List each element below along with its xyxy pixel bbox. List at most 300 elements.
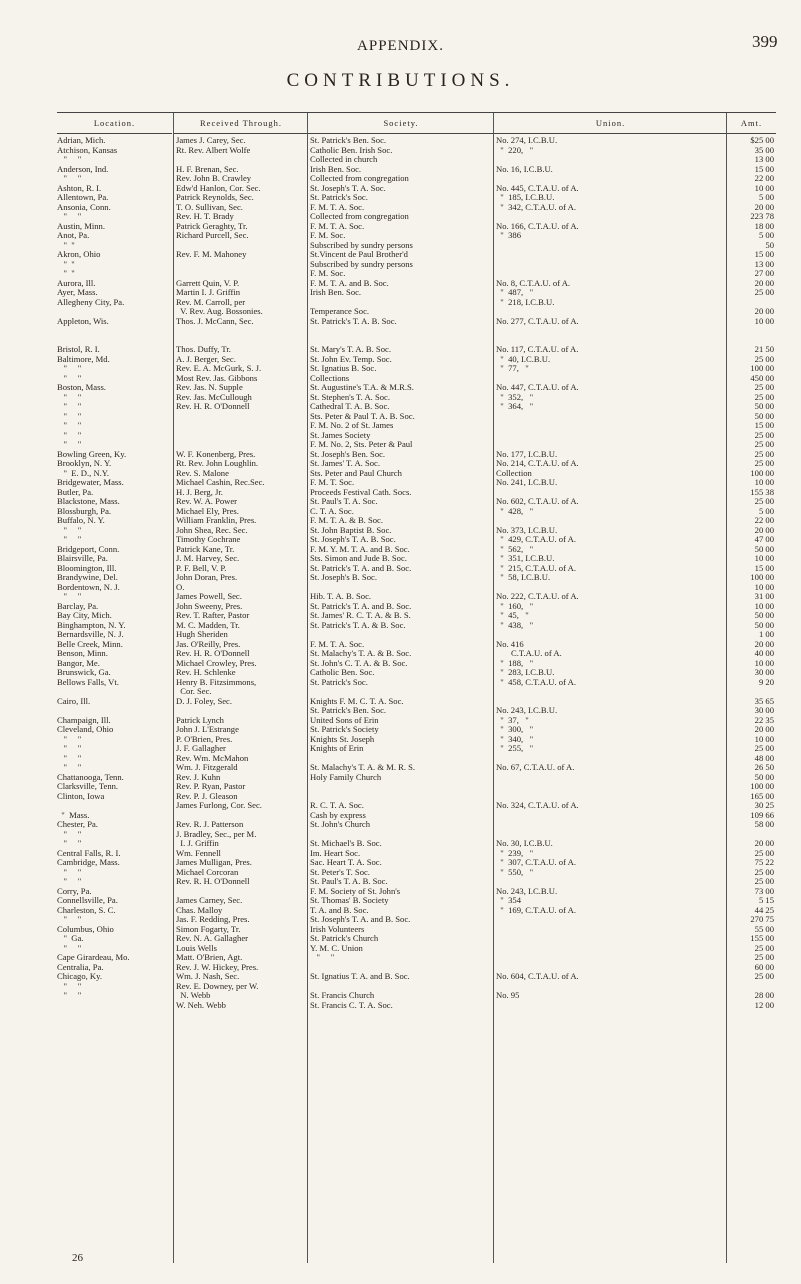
location-cell [57,326,172,336]
amount-cell: 50 00 [754,771,774,782]
amount-cell: 21 50 [754,344,774,354]
received-cell: Thos. J. McCann, Sec. [176,315,254,326]
amount-cell: 450 00 [750,372,774,383]
amount-cell: 22 00 [754,515,774,525]
received-cell: Rev. P. Ryan, Pastor [176,781,246,791]
society-cell: St. Malachy's T. A. & M. R. S. [310,762,416,772]
received-cell: Louis Wells [176,942,217,953]
location-cell: " " [57,154,82,164]
received-cell: Rev. E. A. McGurk, S. J. [176,363,262,373]
amount-cell: 26 50 [754,762,774,772]
society-cell: Subscribed by sundry persons [310,258,413,269]
society-cell: Knights St. Joseph [310,733,375,744]
amount-cell: 25 00 [754,866,774,877]
society-cell: St. Joseph's T. A. Soc. [310,182,386,193]
society-cell: Collections [310,372,350,383]
union-cell: No. 243, I.C.B.U. [496,705,558,715]
society-cell: Knights F. M. C. T. A. Soc. [310,695,404,706]
union-cell: No. 602, C.T.A.U. of A. [496,496,579,506]
union-cell: " 438, " [496,619,534,630]
received-cell: Wm. J. Fitzgerald [176,762,238,772]
location-cell: " " [57,420,82,430]
received-cell: Rev. Jas. McCullough [176,391,252,402]
received-cell: Cor. Sec. [176,686,212,696]
received-cell: Rev. R. H. O'Donnell [176,876,250,886]
society-cell: " " [310,952,335,962]
received-cell: J. Bradley, Sec., per M. [176,828,257,839]
union-cell: No. 8, C.T.A.U. of A. [496,277,571,288]
union-cell: " 307, C.T.A.U. of A. [496,857,576,867]
union-cell: No. 117, C.T.A.U. of A. [496,344,579,354]
amount-cell: 58 00 [754,819,774,829]
received-cell: Most Rev. Jas. Gibbons [176,372,258,383]
location-cell: " " [57,239,75,250]
society-cell: Irish Ben. Soc. [310,287,362,297]
location-cell: " E. D., N.Y. [57,467,110,478]
location-cell: Allentown, Pa. [57,192,109,202]
society-cell: St. James Society [310,429,371,440]
received-cell: O. [176,581,185,592]
amount-cell: 25 00 [754,847,774,858]
location-cell: Butler, Pa. [57,486,94,497]
union-cell [496,241,726,251]
union-cell: " 58, I.C.B.U. [496,572,551,582]
society-cell: St. Patrick's T. A. B. Soc. [310,315,397,326]
union-cell: " 255, " [496,743,534,753]
received-cell [176,326,306,336]
received-cell: James J. Carey, Sec. [176,136,246,145]
location-cell: " " [57,942,82,953]
society-cell: F. M. T. Soc. [310,477,355,487]
received-cell: H. F. Brenan, Sec. [176,163,239,174]
union-cell: No. 67, C.T.A.U. of A. [496,762,575,772]
union-cell: " 169, C.T.A.U. of A. [496,904,576,915]
amount-cell: 25 00 [754,496,774,506]
amount-cell: 270 75 [750,914,774,924]
received-cell: Simon Fogarty, Tr. [176,923,241,934]
received-cell: Rev. H. R. O'Donnell [176,401,250,411]
location-cell: " " [57,258,75,269]
location-cell: Connellsville, Pa. [57,895,118,905]
contributions-table [57,112,776,1273]
location-cell: Chester, Pa. [57,819,98,829]
society-cell: St. Patrick's Soc. [310,192,368,202]
location-cell: Akron, Ohio [57,249,101,259]
amount-cell: 10 00 [754,477,774,487]
union-cell: " 300, " [496,724,534,734]
union-cell: No. 222, C.T.A.U. of A. [496,591,579,601]
received-cell: D. J. Foley, Sec. [176,695,233,706]
society-cell: Sts. Peter & Paul T. A. B. Soc. [310,410,415,421]
location-cell: " " [57,866,82,877]
society-cell: F. M. Soc. [310,268,346,278]
location-cell: Appleton, Wis. [57,315,109,326]
location-cell: Bangor, Me. [57,657,100,668]
amount-cell [729,326,774,336]
location-cell: Bellows Falls, Vt. [57,676,119,687]
location-cell: Bridgewater, Mass. [57,477,124,487]
location-cell: Bordentown, N. J. [57,581,120,592]
location-cell: Cape Girardeau, Mo. [57,952,130,962]
union-cell: " 185, I.C.B.U. [496,192,555,202]
amount-cell: 10 00 [754,315,774,326]
society-cell: St. Michael's B. Soc. [310,838,382,848]
union-cell [496,953,726,963]
location-cell: Bernardsville, N. J. [57,629,124,639]
location-cell: " " [57,524,82,535]
union-cell [496,925,726,935]
union-cell: " 364, " [496,401,534,411]
location-cell: " " [57,401,82,411]
amount-cell: 50 00 [754,619,774,630]
received-cell: Rev. J. Kuhn [176,771,221,782]
location-cell: Austin, Minn. [57,220,105,231]
received-cell: Rev. Wm. McMahon [176,752,249,763]
page-number: 399 [752,32,778,51]
received-cell: Rt. Rev. Albert Wolfe [176,144,251,155]
received-cell: Rev. H. Schlenke [176,667,236,677]
location-cell: " " [57,534,82,544]
location-cell: Chattanooga, Tenn. [57,771,124,782]
union-column [496,136,726,1001]
location-cell: Bowling Green, Ky. [57,448,127,459]
amount-cell: 15 00 [754,249,774,259]
society-cell: F. M. T. A. Soc. [310,201,365,212]
signature-mark: 26 [72,1252,83,1264]
amount-cell: 5 00 [758,505,774,516]
society-cell: St. Joseph's T. A. B. Soc. [310,534,396,544]
location-cell: Cairo, Ill. [57,695,91,706]
location-cell: Centralia, Pa. [57,961,104,972]
amount-cell: 44 25 [754,904,774,915]
received-cell: John Doran, Pres. [176,572,238,582]
society-cell: Sts. Simon and Jude B. Soc. [310,553,407,563]
union-cell: " 487, " [496,287,534,297]
society-cell: St. Patrick's T. A. and B. Soc. [310,600,412,611]
society-cell: St. Paul's T. A. Soc. [310,496,378,506]
received-cell: I. J. Griffin [176,838,219,848]
received-cell: Martin I. J. Griffin [176,287,241,297]
society-cell: Y. M. C. Union [310,942,363,953]
amount-cell: 10 00 [754,553,774,563]
location-cell: " " [57,980,82,991]
union-cell: " 37, " [496,714,529,725]
location-cell: " " [57,439,82,449]
location-cell: Blossburgh, Pa. [57,505,112,516]
society-cell: St.Vincent de Paul Brother'd [310,249,408,259]
amount-cell: 13 00 [754,258,774,269]
amount-cell: 30 00 [754,667,774,677]
location-cell: " " [57,372,82,383]
location-cell: Brunswick, Ga. [57,667,111,677]
received-cell: Rev. F. M. Mahoney [176,249,247,259]
union-cell: " 220, " [496,144,534,155]
location-cell: " " [57,391,82,402]
location-cell: Corry, Pa. [57,885,92,896]
location-cell: Allegheny City, Pa. [57,296,125,307]
received-cell: Rev. P. J. Gleason [176,790,238,801]
received-cell: Michael Ely, Pres. [176,505,239,516]
amount-cell: 25 00 [754,458,774,468]
union-cell [496,421,726,431]
received-cell: M. C. Madden, Tr. [176,619,240,630]
society-cell: St. Francis C. T. A. Soc. [310,999,393,1010]
amount-cell: 50 [765,239,774,250]
location-cell: " " [57,743,82,753]
union-cell: Collection [496,467,532,478]
location-cell: " Mass. [57,809,90,820]
amount-cell: 5 00 [758,230,774,240]
amount-cell: 25 00 [754,971,774,981]
amount-cell: 35 00 [754,144,774,155]
received-cell: T. O. Sullivan, Sec. [176,201,243,212]
location-cell: " " [57,914,82,924]
society-cell: Subscribed by sundry persons [310,239,413,250]
received-cell [176,431,306,441]
running-head: APPENDIX. [357,38,444,54]
union-cell: No. 30, I.C.B.U. [496,838,553,848]
society-cell: F. M. T. A. & B. Soc. [310,515,384,525]
amount-cell: 31 00 [754,591,774,601]
received-cell: James Mulligan, Pres. [176,857,252,867]
location-cell: Columbus, Ohio [57,923,114,934]
amount-cell: 20 00 [754,638,774,649]
amount-cell: 100 00 [750,467,774,478]
amount-cell: 55 00 [754,923,774,934]
society-cell: Catholic Ben. Soc. [310,667,375,677]
location-cell: " " [57,363,82,373]
society-cell: St. Peter's T. Soc. [310,866,370,877]
union-cell [496,412,726,422]
society-column [310,136,492,1010]
union-cell: No. 95 [496,990,520,1000]
location-cell: Clinton, Iowa [57,790,105,801]
society-cell: United Sons of Erin [310,714,379,725]
location-cell: " " [57,828,82,839]
received-cell: Rev. Jas. N. Supple [176,382,243,392]
column-divider [173,113,174,1263]
union-cell: " 160, " [496,600,534,611]
received-cell: John Sweeny, Pres. [176,600,243,611]
amount-cell: 155 38 [750,486,774,497]
union-cell: No. 445, C.T.A.U. of A. [496,182,579,193]
received-cell [176,260,306,270]
received-cell: Rev. H. R. O'Donnell [176,648,250,658]
amount-cell: 10 00 [754,182,774,193]
amount-cell: 48 00 [754,752,774,763]
page-title: CONTRIBUTIONS. [286,70,515,91]
location-cell: Barclay, Pa. [57,600,99,611]
location-cell: " " [57,591,82,601]
location-cell: Anot, Pa. [57,230,90,240]
received-cell: Rt. Rev. John Loughlin. [176,458,259,468]
amount-cell: 10 00 [754,600,774,611]
union-cell [496,820,726,830]
received-cell: Garrett Quin, V. P. [176,277,240,288]
column-header-location: Location. [57,113,172,134]
amount-cell: 20 00 [754,524,774,535]
amount-cell: 15 00 [754,562,774,573]
location-cell: Baltimore, Md. [57,353,110,364]
amount-cell: 35 65 [754,695,774,706]
location-cell: Ayer, Mass. [57,287,98,297]
location-cell: " " [57,876,82,886]
column-divider [726,113,727,1263]
received-cell: N. Webb [176,990,211,1000]
union-cell: No. 16, I.C.B.U. [496,163,553,174]
amount-cell: 30 25 [754,800,774,810]
location-cell: Anderson, Ind. [57,163,109,174]
received-cell: W. Neh. Webb [176,999,226,1010]
amount-cell: 25 00 [754,391,774,402]
received-cell: Rev. R. J. Patterson [176,819,244,829]
location-cell: " " [57,429,82,440]
society-cell: St. Ignatius T. A. and B. Soc. [310,971,410,981]
union-cell: " 342, C.T.A.U. of A. [496,201,576,212]
amount-cell: 25 00 [754,439,774,449]
union-cell: No. 166, C.T.A.U. of A. [496,220,579,231]
location-cell: Clarksville, Tenn. [57,781,119,791]
received-cell: J. M. Harvey, Sec. [176,553,240,563]
union-cell [496,934,726,944]
received-cell: Patrick Reynolds, Sec. [176,192,254,202]
location-cell: Binghampton, N. Y. [57,619,126,630]
location-cell: " " [57,211,82,221]
amount-cell: 20 00 [754,724,774,734]
location-column [57,136,172,1001]
received-cell: Patrick Lynch [176,714,224,725]
received-cell: Rev. W. A. Power [176,496,238,506]
amount-cell: 25 00 [754,743,774,753]
received-cell: Thos. Duffy, Tr. [176,344,231,354]
amount-cell: 50 00 [754,543,774,554]
received-cell: V. Rev. Aug. Bossonies. [176,306,263,316]
society-cell: F. M. No. 2, Sts. Peter & Paul [310,439,413,449]
society-cell: Sac. Heart T. A. Soc. [310,857,382,867]
amount-cell: 15 00 [754,163,774,174]
society-cell: St. John's Church [310,819,371,829]
received-cell: James Carney, Sec. [176,895,243,905]
received-cell: Jas. O'Reilly, Pres. [176,638,241,649]
society-cell: St. John Baptist B. Soc. [310,524,392,535]
society-cell: St. Joseph's B. Soc. [310,572,377,582]
received-cell: James Furlong, Cor. Sec. [176,800,262,810]
society-cell: St. James' R. C. T. A. & B. S. [310,610,411,620]
received-cell: John Shea, Rec. Sec. [176,524,248,535]
union-cell [496,431,726,441]
received-cell: J. F. Gallagher [176,743,226,753]
location-cell: Bloomington, Ill. [57,562,117,573]
amount-cell: 25 00 [754,382,774,392]
society-cell: R. C. T. A. Soc. [310,800,364,810]
union-cell: C.T.A.U. of A. [496,648,562,658]
society-cell: St. John's C. T. A. & B. Soc. [310,657,408,668]
received-cell: Wm. Fennell [176,847,221,858]
amount-cell: 100 00 [750,781,774,791]
amount-cell: 10 00 [754,733,774,744]
amount-cell: 100 00 [750,363,774,373]
society-cell: Temperance Soc. [310,306,370,316]
amount-cell: 13 00 [754,154,774,164]
amount-cell: 25 00 [754,429,774,440]
location-cell: " " [57,752,82,763]
amount-cell: 50 00 [754,410,774,421]
union-cell [496,811,726,821]
amount-cell: 75 22 [754,857,774,867]
amount-cell: 15 00 [754,420,774,430]
received-cell: Edw'd Hanlon, Cor. Sec. [176,182,261,193]
union-cell: No. 274, I.C.B.U. [496,136,558,145]
society-cell: St. Joseph's Ben. Soc. [310,448,386,459]
location-cell: Bridgeport, Conn. [57,543,120,554]
union-cell: No. 177, I.C.B.U. [496,448,558,459]
society-cell [310,326,492,336]
location-cell: Charleston, S. C. [57,904,116,915]
society-cell: Holy Family Church [310,771,382,782]
amount-column [729,136,774,1010]
union-cell [496,250,726,260]
received-cell: Jas. F. Redding, Pres. [176,914,250,924]
amount-cell: 20 00 [754,277,774,288]
received-cell: Chas. Malloy [176,904,223,915]
location-cell: Brandywine, Del. [57,572,118,582]
location-cell: Champaign, Ill. [57,714,111,725]
society-cell: Irish Ben. Soc. [310,163,362,174]
location-cell: Atchison, Kansas [57,144,118,155]
location-cell: Cleveland, Ohio [57,724,114,734]
society-cell: F. M. No. 2 of St. James [310,420,394,430]
society-cell: F. M. T. A. and B. Soc. [310,277,389,288]
amount-cell: 50 00 [754,401,774,411]
amount-cell: 25 00 [754,353,774,364]
received-cell: Rev. S. Malone [176,467,229,478]
union-cell: " 386 [496,230,521,240]
union-cell: " 283, I.C.B.U. [496,667,555,677]
society-cell: Collected in church [310,154,378,164]
society-cell: St. Thomas' B. Society [310,895,389,905]
received-cell [176,412,306,422]
amount-cell: 1 00 [758,629,774,639]
amount-cell: 22 35 [754,714,774,725]
society-cell: St. Patrick's Ben. Soc. [310,705,387,715]
location-cell: Buffalo, N. Y. [57,515,105,525]
received-column [176,136,306,1010]
amount-cell: 155 00 [750,933,774,943]
received-cell: Hugh Sheriden [176,629,228,639]
society-cell: St. Patrick's T. A. & B. Soc. [310,619,406,630]
location-cell: " " [57,990,82,1000]
received-cell: W. F. Konenberg, Pres. [176,448,256,459]
society-cell: Im. Heart Soc. [310,847,361,858]
union-cell: " 550, " [496,866,534,877]
received-cell: Henry B. Fitzsimmons, [176,676,257,687]
union-cell: " 458, C.T.A.U. of A. [496,676,576,687]
union-cell: " 45, " [496,610,529,620]
amount-cell: 40 00 [754,648,774,658]
society-cell: St. Augustine's T.A. & M.R.S. [310,382,414,392]
location-cell: Ansonia, Conn. [57,201,111,212]
location-cell: Bay City, Mich. [57,610,112,620]
received-cell: Patrick Geraghty, Tr. [176,220,248,231]
society-cell: Hib. T. A. B. Soc. [310,591,372,601]
union-cell: " 40, I.C.B.U. [496,353,551,364]
society-cell: Catholic Ben. Irish Soc. [310,144,393,155]
society-cell: St. Patrick's T. A. and B. Soc. [310,562,412,573]
received-cell: Richard Purcell, Sec. [176,230,249,240]
location-cell: Bristol, R. I. [57,344,100,354]
union-cell: No. 447, C.T.A.U. of A. [496,382,579,392]
union-cell: No. 243, I.C.B.U. [496,885,558,896]
